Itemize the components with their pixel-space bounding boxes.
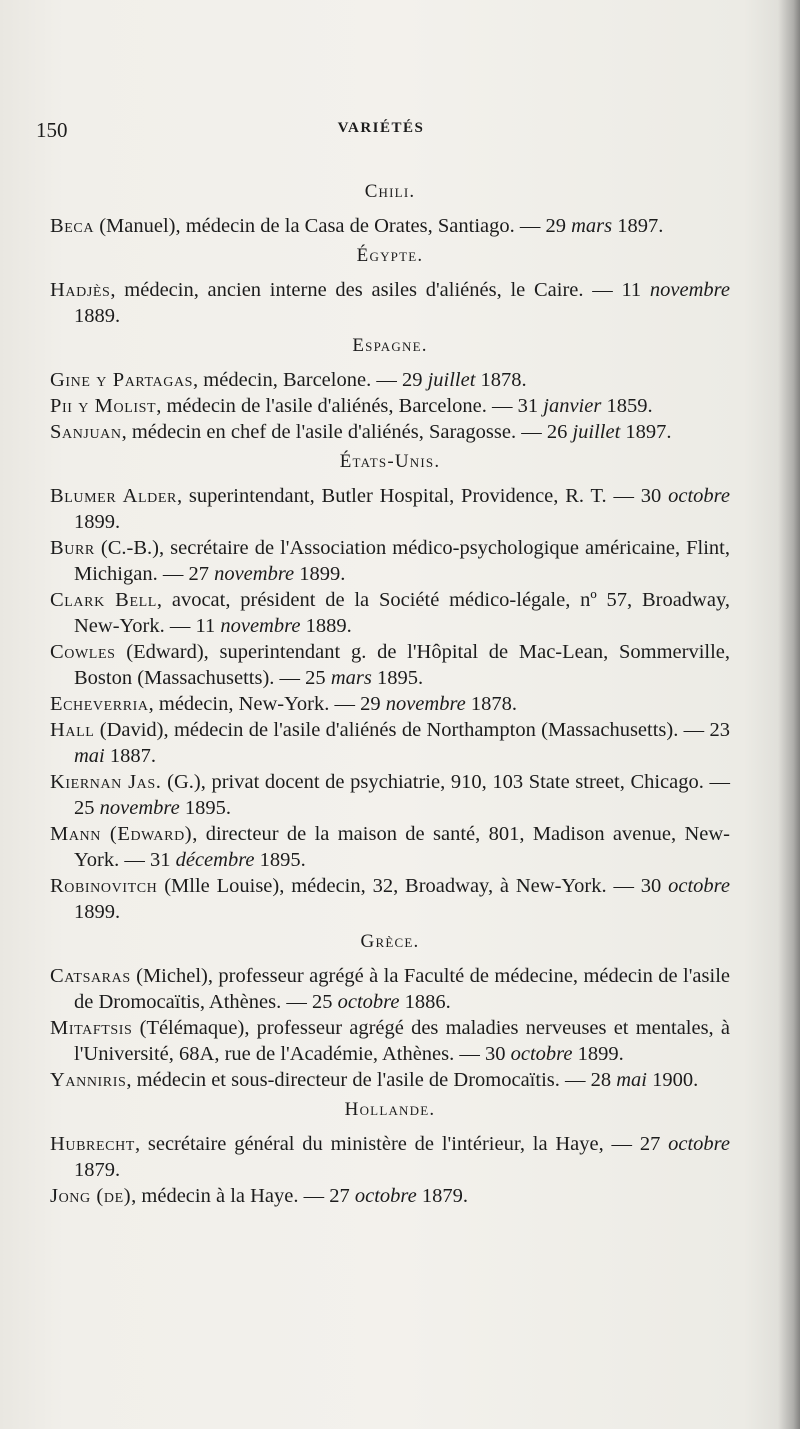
entry-text: , médecin, ancien interne des asiles d'aliénés, le Caire. — 11: [110, 279, 650, 301]
entry-text: , médecin, New-York. — 29: [148, 693, 386, 715]
entry-year: 1879.: [416, 1185, 468, 1207]
entry-year: 1878.: [465, 693, 518, 715]
directory-entry: [50, 1131, 730, 1183]
entry-year: 1899.: [294, 563, 346, 585]
entry-year: 1859.: [601, 395, 653, 417]
entry-text: (G.), privat docent de psychiatrie, 910, 103 State street, Chicago. — 25: [74, 771, 731, 819]
entry-month: mars: [330, 667, 372, 689]
directory-entry: [50, 1183, 730, 1209]
entry-name: Mitaftsis: [50, 1017, 133, 1039]
entry-text: , médecin et sous-directeur de l'asile de Dromocaïtis. — 28: [126, 1069, 617, 1091]
entry-month: novembre: [214, 563, 295, 585]
directory-entry: [50, 393, 730, 419]
entry-name: Clark Bell: [50, 589, 157, 611]
directory-entry: [50, 1015, 730, 1067]
entry-text: , médecin en chef de l'asile d'aliénés, Saragosse. — 26: [121, 421, 573, 443]
entry-name: Kiernan Jas.: [50, 771, 162, 793]
entry-year: 1900.: [647, 1069, 699, 1091]
country-heading: Égypte.: [356, 245, 424, 266]
entry-month: novembre: [99, 797, 180, 819]
directory-entry: [50, 769, 730, 821]
entry-name: Sanjuan: [50, 421, 122, 443]
country-heading: États-Unis.: [339, 451, 441, 472]
entry-year: 1879.: [74, 1159, 121, 1181]
entry-name: Gine y Partagas: [50, 369, 194, 391]
entry-year: 1895.: [254, 849, 306, 871]
entry-year: 1878.: [475, 369, 527, 391]
entry-name: Mann (Edward): [50, 823, 193, 845]
entry-year: 1886.: [399, 991, 451, 1013]
entry-month: octobre: [510, 1043, 573, 1065]
directory-entry: [50, 535, 730, 587]
entry-text: , secrétaire général du ministère de l'intérieur, la Haye, — 27: [134, 1133, 669, 1155]
directory-entry: [50, 483, 730, 535]
entry-text: (Télémaque), professeur agrégé des maladies nerveuses et mentales, à l'Université, 68A, rue de l'Académie, Athènes. — 30: [74, 1017, 730, 1065]
entry-month: mai: [616, 1069, 647, 1091]
entry-year: 1899.: [74, 901, 121, 923]
country-heading: Espagne.: [352, 335, 428, 356]
entry-name: Beca: [50, 215, 95, 237]
entry-month: juillet: [572, 421, 621, 443]
entry-text: , médecin à la Haye. — 27: [131, 1185, 355, 1207]
entry-month: juillet: [427, 369, 476, 391]
entry-month: novembre: [220, 615, 301, 637]
entry-name: Cowles: [50, 641, 116, 663]
entry-month: octobre: [668, 875, 730, 897]
entry-year: 1897.: [612, 215, 664, 237]
entry-month: octobre: [668, 485, 730, 507]
directory-entry: [50, 691, 730, 717]
entry-name: Yanniris: [50, 1069, 127, 1091]
page-header: [36, 118, 726, 148]
entry-text: , directeur de la maison de santé, 801, Madison avenue, New-York. — 31: [74, 823, 730, 871]
entry-text: , superintendant, Butler Hospital, Providence, R. T. — 30: [176, 485, 669, 507]
entry-name: Robinovitch: [50, 875, 158, 897]
entry-text: (Manuel), médecin de la Casa de Orates, Santiago. — 29: [94, 215, 572, 237]
directory-entry: [50, 367, 730, 393]
entry-text: (Edward), superintendant g. de l'Hôpital de Mac-Lean, Sommerville, Boston (Massachusetts). — 25: [74, 641, 730, 689]
entry-name: Blumer Alder: [50, 485, 177, 507]
entry-name: Echeverria: [50, 693, 149, 715]
directory-entry: [50, 821, 730, 873]
entry-year: 1899.: [74, 511, 121, 533]
entry-year: 1889.: [300, 615, 352, 637]
directory-entry: [50, 419, 730, 445]
page-gutter-shadow: [778, 0, 800, 1429]
entry-name: Pii y Molist: [50, 395, 157, 417]
entry-year: 1895.: [371, 667, 424, 689]
entry-year: 1899.: [572, 1043, 624, 1065]
entry-text: (C.-B.), secrétaire de l'Association médico-psychologique américaine, Flint, Michigan. — 27: [74, 537, 730, 585]
entry-month: mai: [74, 745, 105, 767]
entry-text: (Michel), professeur agrégé à la Faculté de médecine, médecin de l'asile de Dromocaïtis, Athènes. — 25: [74, 965, 730, 1013]
country-heading: Grèce.: [360, 931, 420, 952]
entry-month: janvier: [543, 395, 602, 417]
entry-name: Hadjès: [50, 279, 111, 301]
entry-month: décembre: [175, 849, 255, 871]
entry-month: novembre: [649, 279, 730, 301]
entry-year: 1895.: [179, 797, 231, 819]
directory-entry: [50, 873, 730, 925]
entry-name: Jong (de): [50, 1185, 132, 1207]
directory-entry: [50, 1067, 730, 1093]
entry-year: 1897.: [620, 421, 672, 443]
entry-month: octobre: [337, 991, 400, 1013]
entry-name: Hall: [50, 719, 95, 741]
directory-entry: [50, 717, 730, 769]
directory-entry: [50, 963, 730, 1015]
entry-month: mars: [571, 215, 613, 237]
directory-entry: [50, 277, 730, 329]
entry-name: Catsaras: [50, 965, 131, 987]
entry-name: Burr: [50, 537, 95, 559]
entry-text: , médecin, Barcelone. — 29: [193, 369, 428, 391]
directory-list: [50, 175, 730, 1209]
entry-text: (Mlle Louise), médecin, 32, Broadway, à New-York. — 30: [157, 875, 669, 897]
entry-month: octobre: [668, 1133, 730, 1155]
entry-text: , avocat, président de la Société médico-légale, nº 57, Broadway, New-York. — 11: [74, 589, 730, 637]
entry-month: octobre: [354, 1185, 417, 1207]
directory-entry: [50, 587, 730, 639]
entry-month: novembre: [385, 693, 466, 715]
entry-text: , médecin de l'asile d'aliénés, Barcelone. — 31: [156, 395, 544, 417]
entry-name: Hubrecht: [50, 1133, 135, 1155]
country-heading: Hollande.: [344, 1099, 436, 1120]
entry-text: (David), médecin de l'asile d'aliénés de Northampton (Massachusetts). — 23: [94, 719, 730, 741]
country-heading: Chili.: [364, 181, 416, 202]
entry-year: 1889.: [74, 305, 121, 327]
directory-entry: [50, 213, 730, 239]
page-number: 150: [36, 118, 68, 142]
running-head: VARIÉTÉS: [337, 120, 425, 136]
directory-entry: [50, 639, 730, 691]
entry-year: 1887.: [104, 745, 156, 767]
